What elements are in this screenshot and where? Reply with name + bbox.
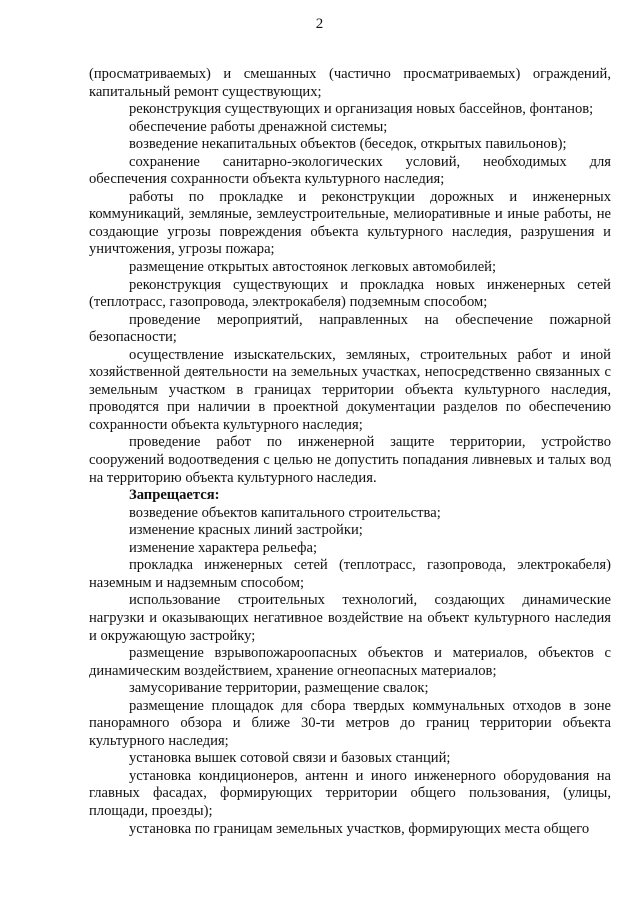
- paragraph: реконструкция существующих и прокладка новых инженерных сетей (теплотрасс, газопровода, электрокабеля) подземным способом;: [89, 276, 611, 311]
- paragraph: размещение взрывопожароопасных объектов и материалов, объектов с динамическим воздействием, хранение огнеопасных материалов;: [89, 645, 611, 679]
- paragraph: изменение красных линий застройки;: [129, 522, 363, 539]
- paragraph-trailing: установка по границам земельных участков, формирующих места общего: [129, 820, 590, 837]
- paragraph: использование строительных технологий, создающих динамические нагрузки и оказывающих негативное воздействие на объект культурного наследия и окружающую застройку;: [89, 592, 611, 644]
- paragraph: сохранение санитарно-экологических условий, необходимых для обеспечения сохранности объекта культурного наследия;: [89, 153, 611, 188]
- page-number: 2: [315, 16, 324, 32]
- paragraph: установка вышек сотовой связи и базовых станций;: [129, 750, 451, 767]
- paragraph: размещение площадок для сбора твердых коммунальных отходов в зоне панорамного обзора и ближе 30-ти метров до границ территории объекта культурного наследия;: [89, 697, 611, 749]
- paragraph: обеспечение работы дренажной системы;: [129, 118, 388, 135]
- paragraph: размещение открытых автостоянок легковых автомобилей;: [129, 259, 497, 276]
- paragraph: проведение работ по инженерной защите территории, устройство сооружений водоотведения с целью не допустить попадания ливневых и талых вод на территорию объекта культурного наследия.: [89, 434, 611, 486]
- paragraph: реконструкция существующих и организация новых бассейнов, фонтанов;: [129, 101, 594, 118]
- paragraph: установка кондиционеров, антенн и иного инженерного оборудования на главных фасадах, формирующих территории общего пользования, (улицы, площади, проезды);: [89, 767, 611, 819]
- paragraph: возведение объектов капитального строительства;: [129, 504, 441, 521]
- paragraph: проведение мероприятий, направленных на обеспечение пожарной безопасности;: [89, 311, 611, 346]
- paragraph: замусоривание территории, размещение свалок;: [129, 680, 429, 697]
- document-body: [89, 66, 611, 838]
- paragraph: изменение характера рельефа;: [129, 539, 318, 556]
- paragraph-continuation: (просматриваемых) и смешанных (частично просматриваемых) ограждений, капитальный ремонт существующих;: [89, 66, 611, 100]
- paragraph: осуществление изыскательских, земляных, строительных работ и иной хозяйственной деятельности на земельных участках, непосредственно связанных с земельным участком в границах территории объекта культурного наследия, проводятся при наличии в проектной документации разделов по обеспечению сохранности объекта культурного наследия;: [89, 346, 611, 433]
- paragraph: работы по прокладке и реконструкции дорожных и инженерных коммуникаций, земляные, землеустроительные, мелиоративные и иные работы, не создающие угрозы повреждения объекта культурного наследия, разрушения и уничтожения, угрозы пожара;: [89, 188, 611, 258]
- paragraph: прокладка инженерных сетей (теплотрасс, газопровода, электрокабеля) наземным и надземным способом;: [89, 557, 611, 591]
- paragraph: возведение некапитальных объектов (беседок, открытых павильонов);: [129, 136, 567, 153]
- section-heading-prohibited: Запрещается:: [129, 487, 220, 504]
